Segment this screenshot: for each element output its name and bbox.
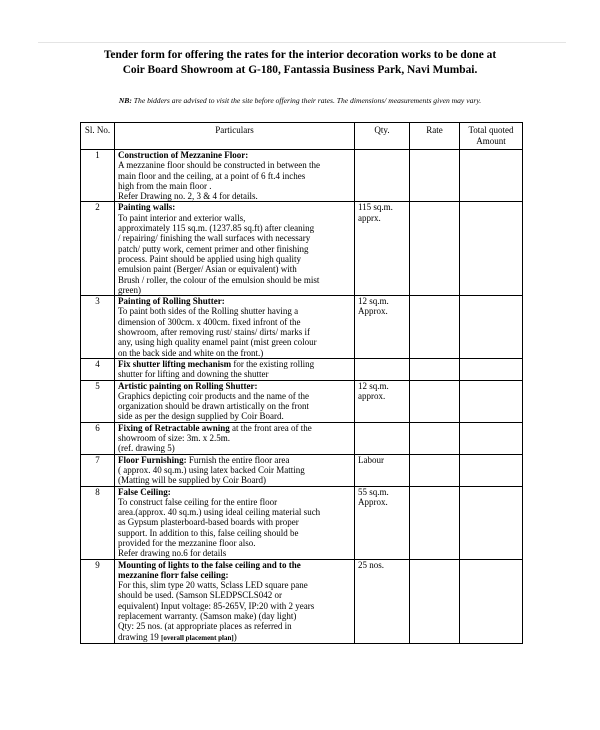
row-total-cell[interactable] (460, 296, 523, 359)
qty-value: 12 sq.m. (358, 296, 389, 307)
table-row (81, 454, 523, 486)
item-line: To construct false ceiling for the entire floor (118, 496, 278, 507)
item-line: emulsion paint (Berger/ Asian or equivalent) with (118, 264, 297, 275)
item-line: approximately 115 sq.m. (1237.85 sq.ft) after cleaning (118, 223, 315, 234)
note-prefix: NB: (118, 96, 132, 105)
row-qty (355, 358, 410, 380)
qty-value: 115 sq.m. (358, 202, 393, 213)
item-title: Painting walls: (118, 202, 176, 213)
document-title (60, 48, 540, 78)
item-line: showroom, after removing rust/ stains/ dirts/ marks if (118, 327, 310, 338)
item-line: as Gypsum plasterboard-based boards with proper (118, 517, 299, 528)
item-line: Refer drawing no.6 for details (118, 548, 227, 559)
item-line: / repairing/ finishing the wall surfaces with necessary (118, 233, 311, 244)
item-title: Painting of Rolling Shutter: (118, 296, 225, 307)
qty-value: 25 nos. (358, 559, 385, 570)
qty-unit: approx. (358, 390, 386, 401)
row-number: 5 (81, 380, 115, 422)
item-line: To paint both sides of the Rolling shutter having a (118, 306, 299, 317)
item-line: area.(approx. 40 sq.m.) using ideal ceiling material such (118, 507, 321, 518)
row-rate-cell[interactable] (410, 380, 460, 422)
row-qty (355, 454, 410, 486)
qty-unit: Approx. (358, 496, 388, 507)
item-line: main floor and the ceiling, at a point of 6 ft.4 inches (118, 170, 306, 181)
row-total-cell[interactable] (460, 454, 523, 486)
tender-table (80, 122, 523, 644)
item-title: False Ceiling: (118, 486, 171, 497)
item-title: Fix shutter lifting mechanism (118, 358, 232, 369)
qty-unit: Approx. (358, 306, 388, 317)
item-title-tail: Furnish the entire floor area (186, 454, 290, 465)
row-rate-cell[interactable] (410, 422, 460, 454)
row-number: 3 (81, 296, 115, 359)
table-header-row (81, 123, 523, 150)
row-particulars (115, 296, 355, 359)
row-particulars (115, 559, 355, 643)
row-particulars (115, 202, 355, 296)
item-line: Refer Drawing no. 2, 3 & 4 for details. (118, 191, 258, 202)
table-row (81, 422, 523, 454)
item-line: on the back side and white on the front.) (118, 347, 264, 358)
row-total-cell[interactable] (460, 559, 523, 643)
item-title-tail: at the front area of the (229, 422, 312, 433)
row-qty (355, 486, 410, 559)
row-qty (355, 422, 410, 454)
row-rate-cell[interactable] (410, 358, 460, 380)
qty-value: 12 sq.m. (358, 380, 389, 391)
row-total-cell[interactable] (460, 486, 523, 559)
row-rate-cell[interactable] (410, 150, 460, 202)
title-line-1: Tender form for offering the rates for the interior decoration works to be done at (103, 49, 497, 61)
top-rule (38, 42, 566, 43)
table-row (81, 296, 523, 359)
item-line: drawing 19 (118, 631, 159, 642)
item-line: patch/ putty work, cement primer and other finishing (118, 243, 309, 254)
row-number: 2 (81, 202, 115, 296)
row-particulars (115, 422, 355, 454)
table-row (81, 150, 523, 202)
qty-value: 55 sq.m. (358, 486, 389, 497)
table-row (81, 559, 523, 643)
qty-unit: apprx. (358, 212, 381, 223)
item-title-tail: for the existing rolling (231, 358, 315, 369)
row-qty (355, 296, 410, 359)
item-line: provided for the mezzanine floor also. (118, 537, 256, 548)
item-line-tail: ) (233, 631, 237, 642)
row-rate-cell[interactable] (410, 296, 460, 359)
item-title: Fixing of Retractable awning (118, 422, 230, 433)
header-total: Total quoted Amount (460, 123, 523, 150)
item-line: Qty: 25 nos. (at appropriate places as referred in (118, 621, 292, 632)
item-line: organization should be drawn artistically on the front (118, 401, 310, 412)
item-line: equivalent) Input voltage: 85-265V, IP:20 with 2 years (118, 600, 315, 611)
row-particulars (115, 150, 355, 202)
row-particulars (115, 358, 355, 380)
note-text: The bidders are advised to visit the site before offering their rates. The dimensions/ measurements given may vary. (131, 96, 482, 105)
header-sl-no: Sl. No. (81, 123, 115, 150)
item-line: green) (118, 284, 141, 295)
item-line: For this, slim type 20 watts, Sclass LED square pane (118, 580, 308, 591)
item-line: side as per the design supplied by Coir Board. (118, 411, 284, 422)
row-qty (355, 559, 410, 643)
row-number: 8 (81, 486, 115, 559)
item-line: dimension of 300cm. x 400cm. fixed infront of the (118, 316, 301, 327)
item-title: Artistic painting on Rolling Shutter: (118, 380, 258, 391)
qty-value: Labour (358, 454, 384, 465)
row-rate-cell[interactable] (410, 202, 460, 296)
item-line: showroom of size: 3m. x 2.5m. (118, 433, 230, 444)
item-line: should be used. (Samson SLEDPSCLS042 or (118, 590, 283, 601)
row-rate-cell[interactable] (410, 454, 460, 486)
row-total-cell[interactable] (460, 422, 523, 454)
row-number: 9 (81, 559, 115, 643)
title-line-2: Coir Board Showroom at G-180, Fantassia Business Park, Navi Mumbai. (122, 64, 478, 76)
item-line: ( approx. 40 sq.m.) using latex backed Coir Matting (118, 464, 305, 475)
table-row (81, 202, 523, 296)
row-rate-cell[interactable] (410, 486, 460, 559)
row-total-cell[interactable] (460, 150, 523, 202)
row-total-cell[interactable] (460, 202, 523, 296)
header-rate: Rate (410, 123, 460, 150)
item-title: Floor Furnishing: (118, 454, 187, 465)
row-particulars (115, 380, 355, 422)
row-qty (355, 202, 410, 296)
row-number: 4 (81, 358, 115, 380)
item-line: process. Paint should be applied using high quality (118, 253, 301, 264)
item-line: high from the main floor . (118, 180, 212, 191)
item-line: support. In addition to this, false ceiling should be (118, 527, 299, 538)
table-row (81, 380, 523, 422)
row-rate-cell[interactable] (410, 559, 460, 643)
row-particulars (115, 486, 355, 559)
item-line: Graphics depicting coir products and the name of the (118, 390, 309, 401)
header-qty: Qty. (355, 123, 410, 150)
item-title: Mounting of lights to the false ceiling and to the (118, 559, 301, 570)
item-line: To paint interior and exterior walls, (118, 212, 246, 223)
item-line: (ref. drawing 5) (118, 443, 175, 454)
item-line-small: [overall placement plan] (161, 633, 234, 642)
row-number: 7 (81, 454, 115, 486)
item-line: replacement warranty. (Samson make) (day light) (118, 611, 297, 622)
row-number: 6 (81, 422, 115, 454)
row-qty (355, 380, 410, 422)
item-title-2: mezzanine florr false ceiling: (118, 569, 229, 580)
row-total-cell[interactable] (460, 380, 523, 422)
row-qty (355, 150, 410, 202)
row-number: 1 (81, 150, 115, 202)
item-title: Construction of Mezzanine Floor: (118, 150, 249, 160)
item-line: A mezzanine floor should be constructed in between the (118, 160, 320, 171)
table-row (81, 358, 523, 380)
item-line: Brush / roller, the colour of the emulsion should be mist (118, 274, 320, 285)
item-line: shutter for lifting and downing the shutter (118, 369, 269, 380)
bidder-note (60, 96, 540, 106)
header-particulars: Particulars (115, 123, 355, 150)
row-total-cell[interactable] (460, 358, 523, 380)
table-row (81, 486, 523, 559)
row-particulars (115, 454, 355, 486)
item-line: (Matting will be supplied by Coir Board) (118, 475, 266, 486)
item-line: any, using high quality enamel paint (mist green colour (118, 337, 317, 348)
